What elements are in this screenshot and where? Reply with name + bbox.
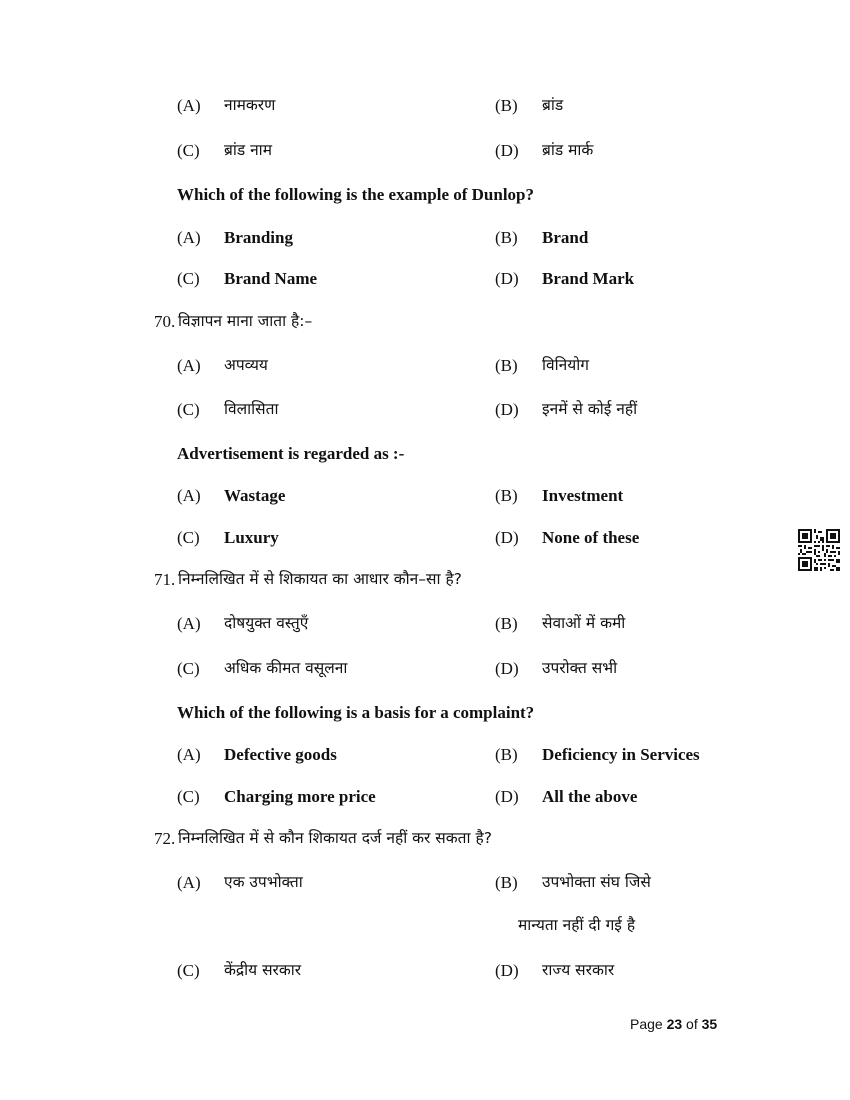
option-text: अधिक कीमत वसूलना	[224, 659, 348, 677]
option-text: Defective goods	[224, 745, 337, 764]
option-text: विनियोग	[542, 356, 589, 374]
option-label: (A)	[177, 96, 201, 115]
option-label: (C)	[177, 961, 200, 980]
option-text: उपभोक्ता संघ जिसे	[542, 873, 651, 891]
question-text-en: Which of the following is a basis for a complaint?	[177, 703, 535, 722]
option-text: ब्रांड	[542, 96, 564, 114]
page-number: 23	[666, 1016, 683, 1032]
option-label: (C)	[177, 141, 200, 160]
question-text-hi: विज्ञापन माना जाता है:–	[178, 312, 313, 330]
option-label: (A)	[177, 614, 201, 633]
page-of: of	[682, 1016, 702, 1032]
option-label: (D)	[495, 269, 519, 288]
option-text: विलासिता	[224, 400, 279, 418]
option-label: (A)	[177, 745, 201, 764]
option-text: उपरोक्त सभी	[542, 659, 618, 677]
option-text: Wastage	[224, 486, 286, 505]
option-label: (A)	[177, 228, 201, 247]
question-number: 70.	[154, 312, 176, 331]
page-footer	[630, 1016, 717, 1032]
option-label: (B)	[495, 614, 518, 633]
option-label: (D)	[495, 528, 519, 547]
option-text: राज्य सरकार	[542, 961, 615, 979]
option-label: (D)	[495, 659, 519, 678]
option-label: (C)	[177, 787, 200, 806]
option-text: इनमें से कोई नहीं	[542, 400, 638, 418]
page-total: 35	[701, 1016, 718, 1032]
question-number: 71.	[154, 570, 176, 589]
option-text: दोषयुक्त वस्तुएँ	[224, 614, 309, 632]
option-label: (C)	[177, 659, 200, 678]
option-label: (B)	[495, 486, 518, 505]
option-text: Brand Mark	[542, 269, 635, 288]
option-label: (D)	[495, 141, 519, 160]
option-text: ब्रांड मार्क	[542, 141, 594, 159]
option-label: (A)	[177, 873, 201, 892]
option-text: एक उपभोक्ता	[224, 873, 303, 891]
option-text: None of these	[542, 528, 640, 547]
option-label: (C)	[177, 528, 200, 547]
option-text: केंद्रीय सरकार	[224, 961, 302, 979]
option-label: (D)	[495, 400, 519, 419]
option-label: (D)	[495, 787, 519, 806]
option-label: (B)	[495, 745, 518, 764]
option-text: Investment	[542, 486, 624, 505]
option-text: Charging more price	[224, 787, 376, 806]
question-text-hi: निम्नलिखित में से शिकायत का आधार कौन–सा है?	[178, 570, 462, 588]
option-text: अपव्यय	[224, 356, 268, 374]
option-text: Brand Name	[224, 269, 318, 288]
option-label: (B)	[495, 873, 518, 892]
question-text-en: Which of the following is the example of Dunlop?	[177, 185, 535, 204]
option-text: Branding	[224, 228, 293, 247]
option-text: All the above	[542, 787, 638, 806]
option-text: ब्रांड नाम	[224, 141, 272, 159]
option-label: (B)	[495, 228, 518, 247]
option-text: Brand	[542, 228, 589, 247]
option-text: Deficiency in Services	[542, 745, 700, 764]
option-label: (D)	[495, 961, 519, 980]
option-label: (B)	[495, 356, 518, 375]
qr-code-icon	[798, 529, 840, 571]
question-text-en: Advertisement is regarded as :-	[177, 444, 405, 463]
option-text: Luxury	[224, 528, 279, 547]
option-label: (C)	[177, 269, 200, 288]
option-label: (A)	[177, 356, 201, 375]
option-text: सेवाओं में कमी	[542, 614, 626, 632]
option-text-continuation: मान्यता नहीं दी गई है	[518, 916, 636, 934]
option-label: (A)	[177, 486, 201, 505]
option-label: (B)	[495, 96, 518, 115]
option-text: नामकरण	[224, 96, 276, 114]
question-number: 72.	[154, 829, 176, 848]
question-text-hi: निम्नलिखित में से कौन शिकायत दर्ज नहीं कर सकता है?	[178, 829, 492, 847]
page-prefix: Page	[630, 1016, 667, 1032]
option-label: (C)	[177, 400, 200, 419]
